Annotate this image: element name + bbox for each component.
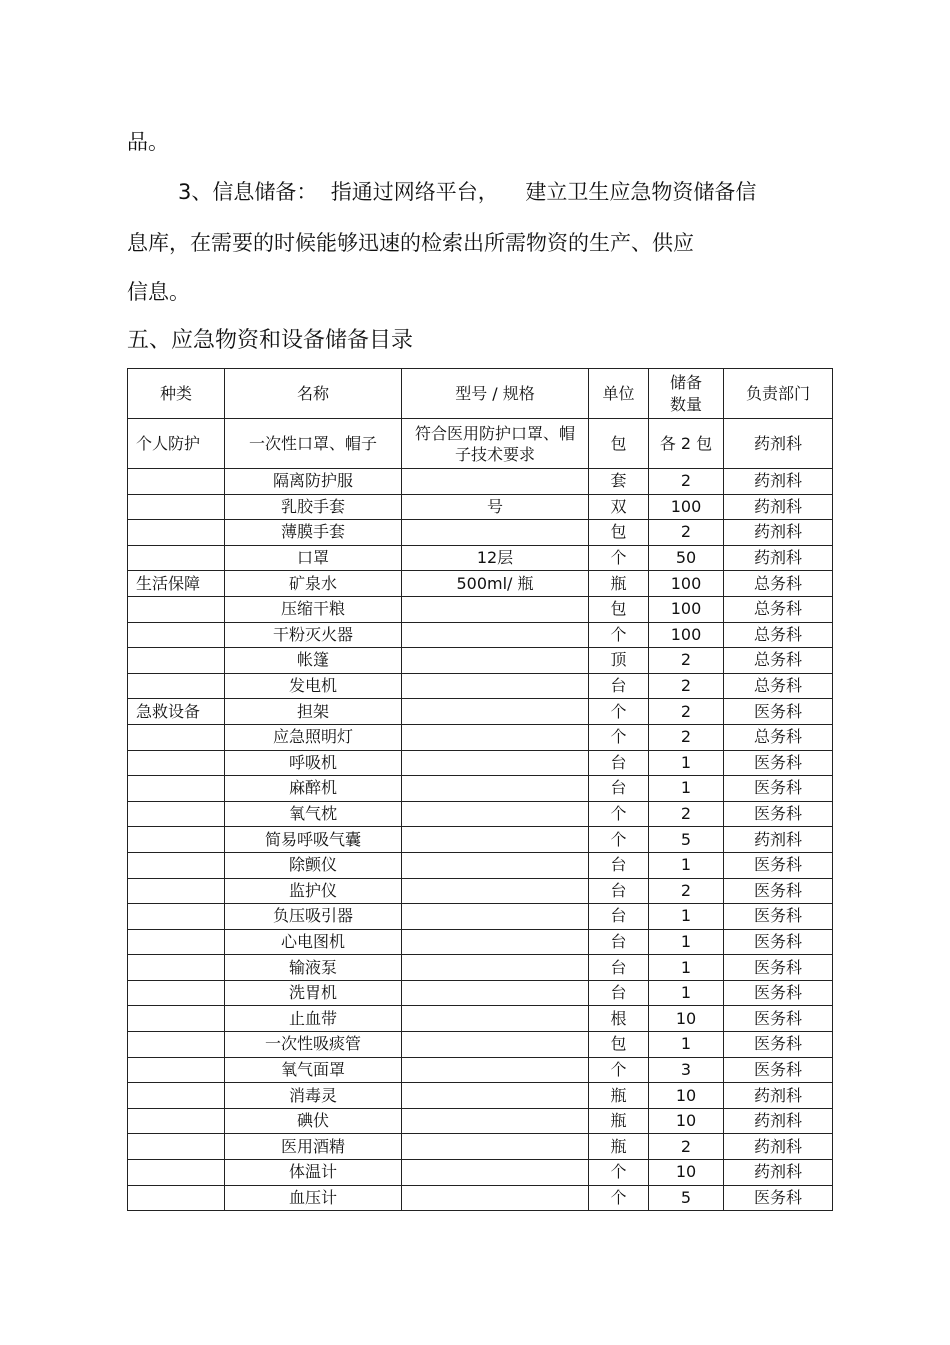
cell-department: 药剂科	[724, 419, 833, 469]
cell-quantity: 10	[649, 1160, 724, 1186]
table-row	[128, 419, 833, 469]
cell-kind	[128, 1134, 225, 1160]
cell-quantity: 2	[649, 801, 724, 827]
table-row	[128, 801, 833, 827]
cell-unit: 台	[589, 776, 649, 802]
cell-department: 医务科	[724, 1032, 833, 1058]
table-row	[128, 648, 833, 674]
table-row	[128, 1160, 833, 1186]
cell-quantity: 2	[649, 878, 724, 904]
cell-unit: 个	[589, 1160, 649, 1186]
cell-spec: 500ml/ 瓶	[402, 571, 589, 597]
cell-unit: 台	[589, 955, 649, 981]
cell-unit: 台	[589, 673, 649, 699]
cell-kind: 个人防护	[128, 419, 225, 469]
cell-quantity: 2	[649, 673, 724, 699]
cell-spec: 12层	[402, 545, 589, 571]
cell-quantity: 100	[649, 596, 724, 622]
cell-quantity: 1	[649, 955, 724, 981]
table-row	[128, 494, 833, 520]
cell-kind	[128, 929, 225, 955]
cell-name: 压缩干粮	[225, 596, 402, 622]
paragraph-line-2: 3、信息储备： 指通过网络平台， 建立卫生应急物资储备信	[178, 180, 757, 204]
cell-department: 药剂科	[724, 1108, 833, 1134]
table-row	[128, 980, 833, 1006]
cell-spec	[402, 1185, 589, 1211]
cell-kind	[128, 1185, 225, 1211]
cell-quantity: 1	[649, 1032, 724, 1058]
cell-unit: 瓶	[589, 1134, 649, 1160]
cell-unit: 瓶	[589, 1083, 649, 1109]
table-row	[128, 852, 833, 878]
cell-quantity: 2	[649, 699, 724, 725]
reserve-table	[127, 368, 833, 1211]
cell-name: 一次性吸痰管	[225, 1032, 402, 1058]
cell-name: 简易呼吸气囊	[225, 827, 402, 853]
cell-name: 麻醉机	[225, 776, 402, 802]
cell-quantity: 100	[649, 622, 724, 648]
cell-department: 总务科	[724, 648, 833, 674]
cell-spec	[402, 904, 589, 930]
header-department: 负责部门	[724, 369, 833, 419]
cell-kind	[128, 827, 225, 853]
cell-department: 药剂科	[724, 520, 833, 546]
cell-kind	[128, 1032, 225, 1058]
cell-kind	[128, 1160, 225, 1186]
cell-unit: 个	[589, 1185, 649, 1211]
cell-unit: 顶	[589, 648, 649, 674]
header-unit: 单位	[589, 369, 649, 419]
cell-department: 医务科	[724, 878, 833, 904]
cell-quantity: 1	[649, 776, 724, 802]
cell-spec	[402, 1108, 589, 1134]
cell-spec	[402, 520, 589, 546]
cell-unit: 个	[589, 724, 649, 750]
cell-name: 止血带	[225, 1006, 402, 1032]
cell-department: 总务科	[724, 596, 833, 622]
cell-spec: 号	[402, 494, 589, 520]
cell-unit: 瓶	[589, 1108, 649, 1134]
cell-kind	[128, 1057, 225, 1083]
cell-kind: 生活保障	[128, 571, 225, 597]
cell-quantity: 1	[649, 852, 724, 878]
cell-unit: 个	[589, 622, 649, 648]
cell-department: 医务科	[724, 904, 833, 930]
cell-quantity: 1	[649, 980, 724, 1006]
cell-quantity: 10	[649, 1006, 724, 1032]
cell-spec: 符合医用防护口罩、帽子技术要求	[402, 419, 589, 469]
cell-quantity: 5	[649, 1185, 724, 1211]
cell-spec	[402, 622, 589, 648]
cell-unit: 个	[589, 699, 649, 725]
cell-kind	[128, 469, 225, 495]
cell-department: 医务科	[724, 1185, 833, 1211]
table-row	[128, 520, 833, 546]
cell-name: 乳胶手套	[225, 494, 402, 520]
cell-name: 输液泵	[225, 955, 402, 981]
cell-kind	[128, 852, 225, 878]
cell-spec	[402, 699, 589, 725]
cell-unit: 包	[589, 1032, 649, 1058]
cell-department: 药剂科	[724, 1160, 833, 1186]
cell-spec	[402, 1134, 589, 1160]
cell-name: 氧气面罩	[225, 1057, 402, 1083]
cell-kind	[128, 904, 225, 930]
paragraph-line-4: 信息。	[127, 280, 190, 304]
cell-quantity: 2	[649, 648, 724, 674]
cell-quantity: 5	[649, 827, 724, 853]
cell-quantity: 10	[649, 1108, 724, 1134]
cell-kind	[128, 648, 225, 674]
cell-department: 医务科	[724, 699, 833, 725]
cell-department: 医务科	[724, 852, 833, 878]
cell-spec	[402, 980, 589, 1006]
cell-unit: 包	[589, 419, 649, 469]
cell-unit: 个	[589, 801, 649, 827]
cell-spec	[402, 1083, 589, 1109]
cell-department: 药剂科	[724, 545, 833, 571]
cell-unit: 包	[589, 596, 649, 622]
cell-quantity: 100	[649, 571, 724, 597]
cell-spec	[402, 1032, 589, 1058]
cell-department: 总务科	[724, 673, 833, 699]
cell-unit: 个	[589, 1057, 649, 1083]
table-row	[128, 776, 833, 802]
cell-kind	[128, 1083, 225, 1109]
cell-spec	[402, 596, 589, 622]
section-heading: 五、应急物资和设备储备目录	[127, 328, 414, 353]
table-row	[128, 955, 833, 981]
cell-name: 薄膜手套	[225, 520, 402, 546]
header-quantity: 储备数量	[649, 369, 724, 419]
cell-spec	[402, 648, 589, 674]
table-row	[128, 724, 833, 750]
cell-name: 一次性口罩、帽子	[225, 419, 402, 469]
table-row	[128, 571, 833, 597]
header-name: 名称	[225, 369, 402, 419]
table-row	[128, 1108, 833, 1134]
cell-unit: 台	[589, 980, 649, 1006]
cell-spec	[402, 1057, 589, 1083]
cell-name: 氧气枕	[225, 801, 402, 827]
table-header-row	[128, 369, 833, 419]
table-row	[128, 929, 833, 955]
cell-spec	[402, 1160, 589, 1186]
cell-spec	[402, 469, 589, 495]
cell-spec	[402, 827, 589, 853]
cell-unit: 台	[589, 878, 649, 904]
cell-unit: 台	[589, 852, 649, 878]
cell-department: 药剂科	[724, 1083, 833, 1109]
cell-department: 医务科	[724, 1006, 833, 1032]
cell-department: 总务科	[724, 571, 833, 597]
cell-department: 医务科	[724, 929, 833, 955]
cell-kind	[128, 494, 225, 520]
cell-quantity: 100	[649, 494, 724, 520]
cell-name: 口罩	[225, 545, 402, 571]
table-row	[128, 827, 833, 853]
cell-kind	[128, 776, 225, 802]
cell-kind	[128, 980, 225, 1006]
cell-name: 发电机	[225, 673, 402, 699]
cell-name: 监护仪	[225, 878, 402, 904]
cell-kind: 急救设备	[128, 699, 225, 725]
cell-name: 矿泉水	[225, 571, 402, 597]
cell-spec	[402, 929, 589, 955]
cell-department: 总务科	[724, 622, 833, 648]
table-row	[128, 469, 833, 495]
table-row	[128, 750, 833, 776]
cell-department: 医务科	[724, 1057, 833, 1083]
table-row	[128, 596, 833, 622]
cell-spec	[402, 878, 589, 904]
cell-department: 医务科	[724, 750, 833, 776]
cell-department: 药剂科	[724, 827, 833, 853]
cell-unit: 个	[589, 545, 649, 571]
cell-name: 帐篷	[225, 648, 402, 674]
cell-department: 药剂科	[724, 1134, 833, 1160]
cell-spec	[402, 776, 589, 802]
cell-kind	[128, 545, 225, 571]
cell-quantity: 1	[649, 904, 724, 930]
table-row	[128, 1083, 833, 1109]
cell-department: 医务科	[724, 955, 833, 981]
cell-quantity: 3	[649, 1057, 724, 1083]
cell-quantity: 50	[649, 545, 724, 571]
cell-name: 心电图机	[225, 929, 402, 955]
cell-name: 体温计	[225, 1160, 402, 1186]
cell-name: 血压计	[225, 1185, 402, 1211]
cell-quantity: 10	[649, 1083, 724, 1109]
cell-spec	[402, 1006, 589, 1032]
table-row	[128, 1134, 833, 1160]
cell-kind	[128, 596, 225, 622]
cell-department: 医务科	[724, 980, 833, 1006]
table-row	[128, 904, 833, 930]
table-row	[128, 545, 833, 571]
cell-spec	[402, 955, 589, 981]
table-row	[128, 1185, 833, 1211]
cell-kind	[128, 1108, 225, 1134]
cell-spec	[402, 724, 589, 750]
header-kind: 种类	[128, 369, 225, 419]
cell-quantity: 各 2 包	[649, 419, 724, 469]
cell-name: 除颤仪	[225, 852, 402, 878]
cell-quantity: 1	[649, 750, 724, 776]
cell-kind	[128, 622, 225, 648]
cell-name: 担架	[225, 699, 402, 725]
paragraph-line-3: 息库，在需要的时候能够迅速的检索出所需物资的生产、供应	[127, 231, 694, 255]
cell-department: 医务科	[724, 776, 833, 802]
cell-unit: 套	[589, 469, 649, 495]
cell-kind	[128, 520, 225, 546]
cell-unit: 台	[589, 904, 649, 930]
cell-quantity: 2	[649, 520, 724, 546]
cell-spec	[402, 852, 589, 878]
cell-kind	[128, 673, 225, 699]
paragraph-line-1: 品。	[127, 130, 169, 154]
cell-name: 医用酒精	[225, 1134, 402, 1160]
cell-department: 药剂科	[724, 469, 833, 495]
cell-unit: 双	[589, 494, 649, 520]
cell-department: 药剂科	[724, 494, 833, 520]
cell-unit: 根	[589, 1006, 649, 1032]
cell-spec	[402, 673, 589, 699]
table-row	[128, 1057, 833, 1083]
cell-name: 碘伏	[225, 1108, 402, 1134]
cell-kind	[128, 750, 225, 776]
cell-name: 洗胃机	[225, 980, 402, 1006]
cell-unit: 台	[589, 929, 649, 955]
table-row	[128, 673, 833, 699]
table-row	[128, 878, 833, 904]
cell-name: 干粉灭火器	[225, 622, 402, 648]
cell-kind	[128, 1006, 225, 1032]
cell-department: 医务科	[724, 801, 833, 827]
cell-quantity: 1	[649, 929, 724, 955]
cell-kind	[128, 955, 225, 981]
cell-kind	[128, 801, 225, 827]
cell-name: 隔离防护服	[225, 469, 402, 495]
cell-unit: 瓶	[589, 571, 649, 597]
table-row	[128, 1032, 833, 1058]
table-row	[128, 622, 833, 648]
cell-spec	[402, 750, 589, 776]
cell-name: 负压吸引器	[225, 904, 402, 930]
cell-name: 呼吸机	[225, 750, 402, 776]
table-row	[128, 699, 833, 725]
cell-kind	[128, 878, 225, 904]
cell-name: 消毒灵	[225, 1083, 402, 1109]
table-row	[128, 1006, 833, 1032]
cell-quantity: 2	[649, 724, 724, 750]
cell-department: 总务科	[724, 724, 833, 750]
cell-kind	[128, 724, 225, 750]
cell-name: 应急照明灯	[225, 724, 402, 750]
cell-quantity: 2	[649, 1134, 724, 1160]
cell-quantity: 2	[649, 469, 724, 495]
cell-spec	[402, 801, 589, 827]
cell-unit: 台	[589, 750, 649, 776]
cell-unit: 个	[589, 827, 649, 853]
cell-unit: 包	[589, 520, 649, 546]
header-spec: 型号 / 规格	[402, 369, 589, 419]
